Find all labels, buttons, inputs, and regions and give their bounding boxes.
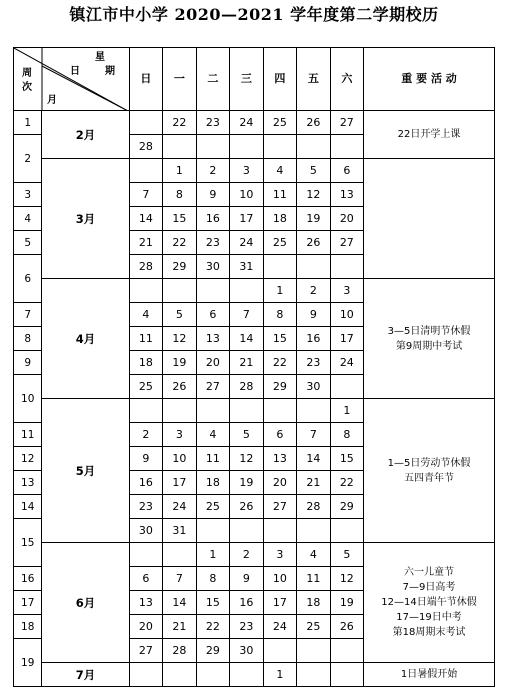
day-cell bbox=[330, 663, 363, 687]
day-header-sat: 六 bbox=[330, 48, 363, 111]
day-cell: 17 bbox=[230, 207, 263, 231]
day-cell: 18 bbox=[129, 351, 162, 375]
day-cell: 5 bbox=[230, 423, 263, 447]
day-cell: 30 bbox=[230, 639, 263, 663]
month-label: 5月 bbox=[42, 399, 129, 543]
day-cell: 25 bbox=[196, 495, 229, 519]
event-item: 7—9日高考 bbox=[402, 582, 456, 593]
corner-ci: 次 bbox=[22, 82, 32, 93]
day-cell: 11 bbox=[196, 447, 229, 471]
day-cell: 27 bbox=[263, 495, 296, 519]
events-cell bbox=[364, 399, 495, 543]
day-cell: 4 bbox=[263, 159, 296, 183]
day-cell bbox=[230, 663, 263, 687]
day-cell: 8 bbox=[196, 567, 229, 591]
day-cell: 10 bbox=[230, 183, 263, 207]
day-cell: 9 bbox=[129, 447, 162, 471]
day-cell bbox=[297, 639, 330, 663]
day-cell: 6 bbox=[330, 159, 363, 183]
day-cell: 3 bbox=[230, 159, 263, 183]
day-cell: 14 bbox=[297, 447, 330, 471]
day-cell bbox=[263, 639, 296, 663]
day-cell: 10 bbox=[330, 303, 363, 327]
week-number: 19 bbox=[14, 639, 42, 687]
day-cell: 12 bbox=[163, 327, 196, 351]
school-calendar-table bbox=[13, 47, 495, 687]
day-cell: 7 bbox=[163, 567, 196, 591]
day-cell: 12 bbox=[330, 567, 363, 591]
event-item: 第9周期中考试 bbox=[395, 340, 463, 352]
day-cell: 17 bbox=[330, 327, 363, 351]
day-cell: 17 bbox=[163, 471, 196, 495]
week-number: 16 bbox=[14, 567, 42, 591]
day-cell: 22 bbox=[163, 231, 196, 255]
day-cell: 1 bbox=[163, 159, 196, 183]
day-cell bbox=[129, 543, 162, 567]
day-cell: 9 bbox=[297, 303, 330, 327]
week-number: 9 bbox=[14, 351, 42, 375]
day-cell: 24 bbox=[230, 111, 263, 135]
day-cell: 20 bbox=[196, 351, 229, 375]
day-cell bbox=[163, 543, 196, 567]
day-cell: 16 bbox=[230, 591, 263, 615]
day-cell: 8 bbox=[330, 423, 363, 447]
day-cell: 13 bbox=[330, 183, 363, 207]
day-cell bbox=[230, 519, 263, 543]
event-item: 12—14日端午节休假 bbox=[381, 597, 477, 608]
week-number: 11 bbox=[14, 423, 42, 447]
page-title: 镇江市中小学 2020—2021 学年度第二学期校历 bbox=[69, 5, 439, 24]
event-item: 1—5日劳动节休假 bbox=[387, 457, 471, 469]
day-header-tue: 二 bbox=[196, 48, 229, 111]
table-row bbox=[14, 663, 495, 687]
day-cell: 21 bbox=[230, 351, 263, 375]
day-cell: 23 bbox=[297, 351, 330, 375]
day-cell bbox=[129, 279, 162, 303]
corner-yue: 月 bbox=[47, 95, 57, 106]
day-cell: 5 bbox=[163, 303, 196, 327]
day-cell bbox=[230, 399, 263, 423]
day-cell: 30 bbox=[297, 375, 330, 399]
events-cell bbox=[364, 279, 495, 399]
day-cell bbox=[297, 663, 330, 687]
day-cell bbox=[196, 399, 229, 423]
table-row bbox=[14, 543, 495, 567]
table-row bbox=[14, 279, 495, 303]
event-item: 五四青年节 bbox=[404, 472, 455, 484]
day-cell: 7 bbox=[230, 303, 263, 327]
day-cell bbox=[297, 255, 330, 279]
day-cell: 13 bbox=[129, 591, 162, 615]
day-cell: 20 bbox=[129, 615, 162, 639]
day-cell: 15 bbox=[330, 447, 363, 471]
week-number: 6 bbox=[14, 255, 42, 303]
day-cell: 19 bbox=[163, 351, 196, 375]
day-cell: 4 bbox=[196, 423, 229, 447]
event-item: 22日开学上课 bbox=[397, 129, 461, 140]
day-cell bbox=[330, 639, 363, 663]
week-number: 4 bbox=[14, 207, 42, 231]
day-cell: 29 bbox=[196, 639, 229, 663]
week-number: 8 bbox=[14, 327, 42, 351]
day-cell: 11 bbox=[263, 183, 296, 207]
day-cell: 27 bbox=[129, 639, 162, 663]
day-cell: 28 bbox=[297, 495, 330, 519]
day-cell: 15 bbox=[196, 591, 229, 615]
day-cell bbox=[129, 663, 162, 687]
day-cell bbox=[297, 519, 330, 543]
day-cell bbox=[330, 255, 363, 279]
day-cell: 3 bbox=[263, 543, 296, 567]
day-cell: 16 bbox=[129, 471, 162, 495]
day-cell bbox=[263, 399, 296, 423]
day-cell: 4 bbox=[297, 543, 330, 567]
day-cell: 25 bbox=[263, 231, 296, 255]
corner-zhou: 周 bbox=[22, 68, 32, 79]
day-cell: 22 bbox=[330, 471, 363, 495]
day-cell: 6 bbox=[263, 423, 296, 447]
day-cell: 2 bbox=[297, 279, 330, 303]
day-header-sun: 日 bbox=[129, 48, 162, 111]
day-cell: 24 bbox=[230, 231, 263, 255]
day-cell: 13 bbox=[196, 327, 229, 351]
day-cell: 26 bbox=[297, 111, 330, 135]
corner-ri: 日 bbox=[70, 66, 80, 77]
day-cell: 28 bbox=[230, 375, 263, 399]
table-row bbox=[14, 111, 495, 135]
day-cell: 3 bbox=[163, 423, 196, 447]
month-label: 3月 bbox=[42, 159, 129, 279]
day-cell bbox=[230, 279, 263, 303]
day-cell: 14 bbox=[163, 591, 196, 615]
week-number: 7 bbox=[14, 303, 42, 327]
month-label: 6月 bbox=[42, 543, 129, 663]
week-number: 12 bbox=[14, 447, 42, 471]
week-number: 13 bbox=[14, 471, 42, 495]
events-cell bbox=[364, 543, 495, 663]
day-cell: 29 bbox=[163, 255, 196, 279]
day-cell bbox=[330, 135, 363, 159]
day-cell: 23 bbox=[129, 495, 162, 519]
week-number: 17 bbox=[14, 591, 42, 615]
day-cell: 7 bbox=[129, 183, 162, 207]
events-cell bbox=[364, 111, 495, 159]
day-cell: 20 bbox=[263, 471, 296, 495]
day-cell: 3 bbox=[330, 279, 363, 303]
day-cell: 13 bbox=[263, 447, 296, 471]
day-cell: 19 bbox=[230, 471, 263, 495]
day-cell: 24 bbox=[163, 495, 196, 519]
day-cell bbox=[196, 279, 229, 303]
day-cell: 19 bbox=[297, 207, 330, 231]
event-item: 第18周期末考试 bbox=[392, 627, 466, 638]
day-cell: 26 bbox=[163, 375, 196, 399]
day-cell: 30 bbox=[196, 255, 229, 279]
corner-qi: 期 bbox=[105, 66, 115, 77]
day-cell: 25 bbox=[297, 615, 330, 639]
header-row bbox=[14, 48, 495, 111]
day-cell: 23 bbox=[230, 615, 263, 639]
month-label: 4月 bbox=[42, 279, 129, 399]
day-cell bbox=[163, 663, 196, 687]
day-cell: 27 bbox=[330, 231, 363, 255]
day-cell: 31 bbox=[163, 519, 196, 543]
day-cell: 18 bbox=[297, 591, 330, 615]
day-cell: 24 bbox=[330, 351, 363, 375]
month-label: 7月 bbox=[42, 663, 129, 687]
day-cell: 22 bbox=[196, 615, 229, 639]
header-corner bbox=[14, 48, 130, 111]
day-cell: 9 bbox=[230, 567, 263, 591]
day-cell: 24 bbox=[263, 615, 296, 639]
day-cell: 1 bbox=[263, 279, 296, 303]
day-cell: 5 bbox=[330, 543, 363, 567]
day-cell bbox=[297, 135, 330, 159]
day-cell: 15 bbox=[263, 327, 296, 351]
day-cell: 10 bbox=[163, 447, 196, 471]
day-cell: 25 bbox=[263, 111, 296, 135]
day-cell: 26 bbox=[330, 615, 363, 639]
day-cell: 25 bbox=[129, 375, 162, 399]
day-cell: 21 bbox=[129, 231, 162, 255]
day-cell bbox=[196, 519, 229, 543]
day-cell bbox=[129, 159, 162, 183]
day-cell: 28 bbox=[129, 255, 162, 279]
day-header-thu: 四 bbox=[263, 48, 296, 111]
day-cell: 23 bbox=[196, 231, 229, 255]
day-cell: 28 bbox=[129, 135, 162, 159]
day-cell: 23 bbox=[196, 111, 229, 135]
day-cell: 5 bbox=[297, 159, 330, 183]
day-cell: 7 bbox=[297, 423, 330, 447]
week-number: 2 bbox=[14, 135, 42, 183]
day-cell: 28 bbox=[163, 639, 196, 663]
events-header: 重 要 活 动 bbox=[364, 48, 495, 111]
day-header-mon: 一 bbox=[163, 48, 196, 111]
day-cell: 26 bbox=[230, 495, 263, 519]
day-cell: 19 bbox=[330, 591, 363, 615]
day-cell: 4 bbox=[129, 303, 162, 327]
day-cell: 1 bbox=[263, 663, 296, 687]
day-cell: 22 bbox=[263, 351, 296, 375]
day-cell bbox=[330, 375, 363, 399]
day-cell bbox=[330, 519, 363, 543]
day-cell: 2 bbox=[129, 423, 162, 447]
day-cell: 16 bbox=[297, 327, 330, 351]
week-number: 15 bbox=[14, 519, 42, 567]
week-number: 3 bbox=[14, 183, 42, 207]
week-number: 18 bbox=[14, 615, 42, 639]
day-cell bbox=[196, 663, 229, 687]
day-cell bbox=[163, 279, 196, 303]
day-cell: 8 bbox=[263, 303, 296, 327]
events-cell bbox=[364, 159, 495, 279]
week-number: 1 bbox=[14, 111, 42, 135]
day-cell: 12 bbox=[297, 183, 330, 207]
day-cell: 11 bbox=[297, 567, 330, 591]
day-cell: 22 bbox=[163, 111, 196, 135]
day-cell: 14 bbox=[230, 327, 263, 351]
day-cell bbox=[163, 399, 196, 423]
day-cell: 21 bbox=[297, 471, 330, 495]
day-header-fri: 五 bbox=[297, 48, 330, 111]
day-cell: 26 bbox=[297, 231, 330, 255]
day-cell bbox=[230, 135, 263, 159]
day-cell: 31 bbox=[230, 255, 263, 279]
month-label: 2月 bbox=[42, 111, 129, 159]
table-row bbox=[14, 159, 495, 183]
day-cell bbox=[263, 135, 296, 159]
day-cell: 21 bbox=[163, 615, 196, 639]
day-cell: 2 bbox=[196, 159, 229, 183]
day-cell bbox=[263, 519, 296, 543]
day-cell: 29 bbox=[263, 375, 296, 399]
day-cell: 10 bbox=[263, 567, 296, 591]
event-item: 3—5日清明节休假 bbox=[387, 325, 471, 337]
day-cell: 2 bbox=[230, 543, 263, 567]
day-cell bbox=[129, 399, 162, 423]
event-item: 1日暑假开始 bbox=[400, 669, 458, 680]
day-cell: 18 bbox=[196, 471, 229, 495]
table-row bbox=[14, 399, 495, 423]
day-cell: 14 bbox=[129, 207, 162, 231]
day-header-wed: 三 bbox=[230, 48, 263, 111]
week-number: 10 bbox=[14, 375, 42, 423]
day-cell bbox=[129, 111, 162, 135]
day-cell: 20 bbox=[330, 207, 363, 231]
day-cell: 17 bbox=[263, 591, 296, 615]
day-cell: 1 bbox=[196, 543, 229, 567]
day-cell: 29 bbox=[330, 495, 363, 519]
day-cell: 11 bbox=[129, 327, 162, 351]
day-cell bbox=[163, 135, 196, 159]
week-number: 14 bbox=[14, 495, 42, 519]
day-cell: 27 bbox=[196, 375, 229, 399]
day-cell: 16 bbox=[196, 207, 229, 231]
day-cell: 18 bbox=[263, 207, 296, 231]
day-cell: 6 bbox=[129, 567, 162, 591]
week-number: 5 bbox=[14, 231, 42, 255]
day-cell: 30 bbox=[129, 519, 162, 543]
event-item: 17—19日中考 bbox=[396, 612, 462, 623]
day-cell: 1 bbox=[330, 399, 363, 423]
day-cell: 15 bbox=[163, 207, 196, 231]
day-cell: 27 bbox=[330, 111, 363, 135]
day-cell: 9 bbox=[196, 183, 229, 207]
event-item: 六一儿童节 bbox=[404, 567, 455, 578]
day-cell: 6 bbox=[196, 303, 229, 327]
day-cell bbox=[297, 399, 330, 423]
day-cell bbox=[263, 255, 296, 279]
day-cell: 12 bbox=[230, 447, 263, 471]
day-cell bbox=[196, 135, 229, 159]
corner-star: 星 bbox=[95, 52, 105, 63]
day-cell: 8 bbox=[163, 183, 196, 207]
events-cell bbox=[364, 663, 495, 687]
